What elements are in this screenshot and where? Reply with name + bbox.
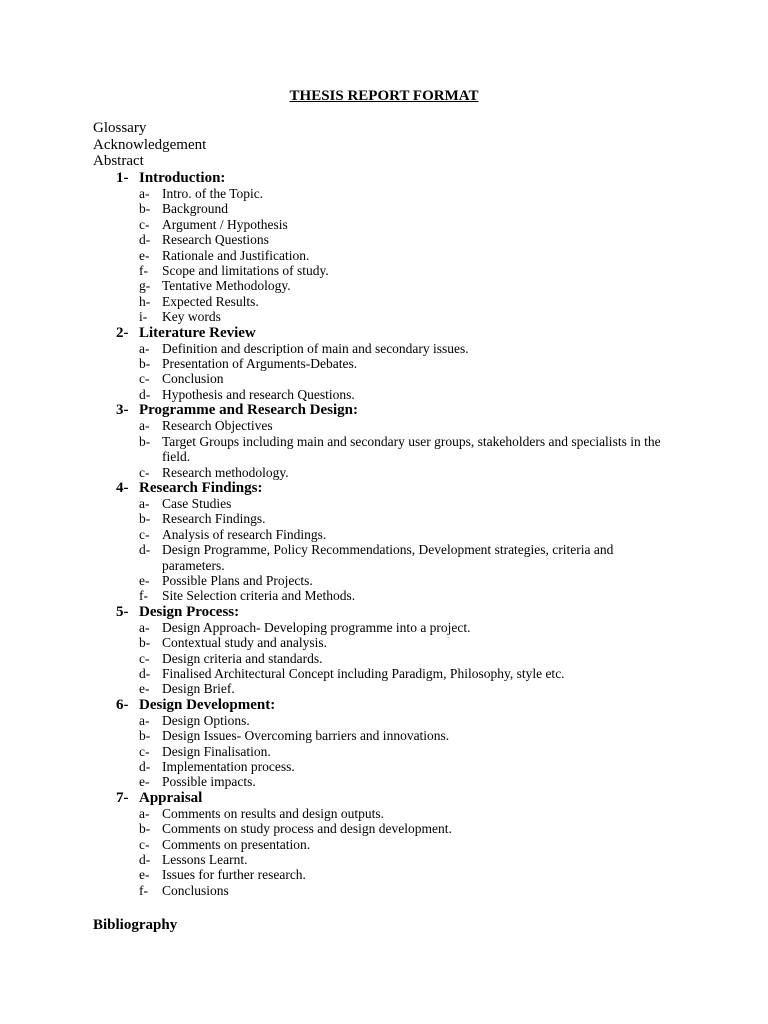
document-title: THESIS REPORT FORMAT [289,88,479,104]
item-text: Case Studies [162,495,232,511]
section-title: Programme and Research Design: [139,402,358,419]
section-heading [0,480,768,496]
list-item [0,527,670,542]
section-number: 3- [116,402,129,419]
list-item [0,806,670,821]
item-text: Possible Plans and Projects. [162,572,313,588]
list-item [0,496,670,511]
item-text: Hypothesis and research Questions. [162,386,355,402]
item-text: Design Issues- Overcoming barriers and innovations. [162,728,450,744]
item-text: Rationale and Justification. [162,247,310,263]
list-item [0,837,670,852]
section-title: Design Process: [139,603,240,620]
section-heading [0,325,768,341]
list-item [0,356,670,371]
section-number: 2- [116,324,129,341]
section-items [0,186,768,325]
section-items [0,496,768,604]
item-text: Design Finalisation. [162,743,271,759]
list-item [0,744,670,759]
list-item [0,666,670,681]
list-item [0,371,670,386]
item-letter: e- [139,572,150,588]
list-item [0,201,670,216]
list-item [0,774,670,789]
section-title: Appraisal [139,789,203,806]
item-text: Design criteria and standards. [162,650,323,666]
item-text: Implementation process. [162,759,295,774]
item-text: Research methodology. [162,464,289,480]
section-heading [0,402,768,418]
front-matter-acknowledgement: Acknowledgement [93,136,207,153]
item-text: Conclusion [162,371,224,387]
item-letter: e- [139,774,150,790]
section-number: 1- [116,170,129,186]
item-letter: c- [139,464,150,480]
section-heading [0,604,768,620]
item-letter: a- [139,805,150,821]
item-text: Background [162,201,228,217]
section-number: 7- [116,789,129,806]
section-items [0,713,768,790]
item-text: Comments on results and design outputs. [162,805,384,821]
item-text: Finalised Architectural Concept including Paradigm, Philosophy, style etc. [162,665,565,681]
list-item [0,387,670,402]
section-items [0,620,768,697]
item-text: Expected Results. [162,293,259,309]
item-letter: a- [139,619,150,635]
section-title: Literature Review [139,324,256,341]
item-letter: i- [139,309,148,325]
item-letter: g- [139,278,151,294]
item-text: Analysis of research Findings. [162,526,327,542]
item-text: Design Brief. [162,681,235,697]
item-letter: d- [139,759,151,774]
item-letter: b- [139,511,151,527]
section-items [0,418,768,480]
list-item [0,341,670,356]
item-text: Definition and description of main and secondary issues. [162,340,469,356]
item-letter: f- [139,882,148,898]
section-title: Research Findings: [139,479,263,496]
section-heading [0,697,768,713]
list-item [0,651,670,666]
section-number: 4- [116,479,129,496]
item-letter: d- [139,665,151,681]
item-text: Possible impacts. [162,774,256,790]
list-item [0,309,670,324]
item-letter: c- [139,650,150,666]
item-text: Design Approach- Developing programme into a project. [162,619,471,635]
item-letter: a- [139,495,150,511]
item-letter: c- [139,836,150,852]
item-text: Target Groups including main and secondary user groups, stakeholders and specialists in the field. [162,433,661,465]
item-text: Tentative Methodology. [162,278,291,294]
item-text: Lessons Learnt. [162,852,248,868]
item-letter: b- [139,201,151,217]
list-item [0,248,670,263]
item-text: Research Objectives [162,418,273,434]
section-title: Introduction: [139,170,226,186]
list-item [0,821,670,836]
item-letter: c- [139,371,150,387]
item-letter: c- [139,216,150,232]
item-letter: b- [139,433,151,449]
item-text: Comments on study process and design development. [162,821,452,837]
front-matter [93,120,206,170]
list-item [0,573,670,588]
item-letter: f- [139,588,148,604]
list-item [0,434,670,465]
item-text: Argument / Hypothesis [162,216,288,232]
section-heading [0,170,768,186]
item-letter: f- [139,263,148,279]
item-letter: d- [139,386,151,402]
list-item [0,867,670,882]
item-text: Key words [162,309,221,325]
list-item [0,542,670,573]
item-letter: e- [139,681,150,697]
list-item [0,186,670,201]
item-text: Research Questions [162,232,269,248]
item-letter: a- [139,418,150,434]
section-number: 6- [116,696,129,713]
item-letter: b- [139,356,151,372]
item-letter: d- [139,232,151,248]
item-letter: d- [139,852,151,868]
item-letter: b- [139,821,151,837]
item-text: Comments on presentation. [162,836,311,852]
list-item [0,635,670,650]
section-number: 5- [116,603,129,620]
item-letter: c- [139,743,150,759]
front-matter-glossary: Glossary [93,120,147,136]
item-text: Design Options. [162,712,250,728]
list-item [0,278,670,293]
item-text: Scope and limitations of study. [162,263,329,279]
list-item [0,759,670,774]
item-text: Issues for further research. [162,867,306,883]
item-letter: c- [139,526,150,542]
item-letter: a- [139,712,150,728]
section-heading [0,790,768,806]
list-item [0,728,670,743]
item-text: Presentation of Arguments-Debates. [162,356,358,372]
list-item [0,681,670,696]
item-letter: e- [139,867,150,883]
section-list [0,170,768,898]
section-title: Design Development: [139,696,276,713]
section-items [0,806,768,898]
section-items [0,341,768,403]
item-text: Design Programme, Policy Recommendations, Development strategies, criteria and parameters. [162,542,614,573]
item-text: Site Selection criteria and Methods. [162,588,356,604]
item-letter: d- [139,542,151,558]
item-letter: b- [139,728,151,744]
list-item [0,620,670,635]
list-item [0,294,670,309]
item-letter: h- [139,293,151,309]
list-item [0,465,670,480]
list-item [0,883,670,898]
item-text: Contextual study and analysis. [162,635,327,651]
list-item [0,852,670,867]
item-letter: a- [139,340,150,356]
list-item [0,511,670,526]
list-item [0,418,670,433]
list-item [0,217,670,232]
item-letter: b- [139,635,151,651]
item-text: Conclusions [162,882,229,898]
item-text: Research Findings. [162,511,266,527]
list-item [0,588,670,603]
list-item [0,263,670,278]
list-item [0,713,670,728]
list-item [0,232,670,247]
item-letter: e- [139,247,150,263]
item-text: Intro. of the Topic. [162,186,264,201]
item-letter: a- [139,186,150,201]
bibliography-heading: Bibliography [93,917,178,933]
front-matter-abstract: Abstract [93,153,144,170]
